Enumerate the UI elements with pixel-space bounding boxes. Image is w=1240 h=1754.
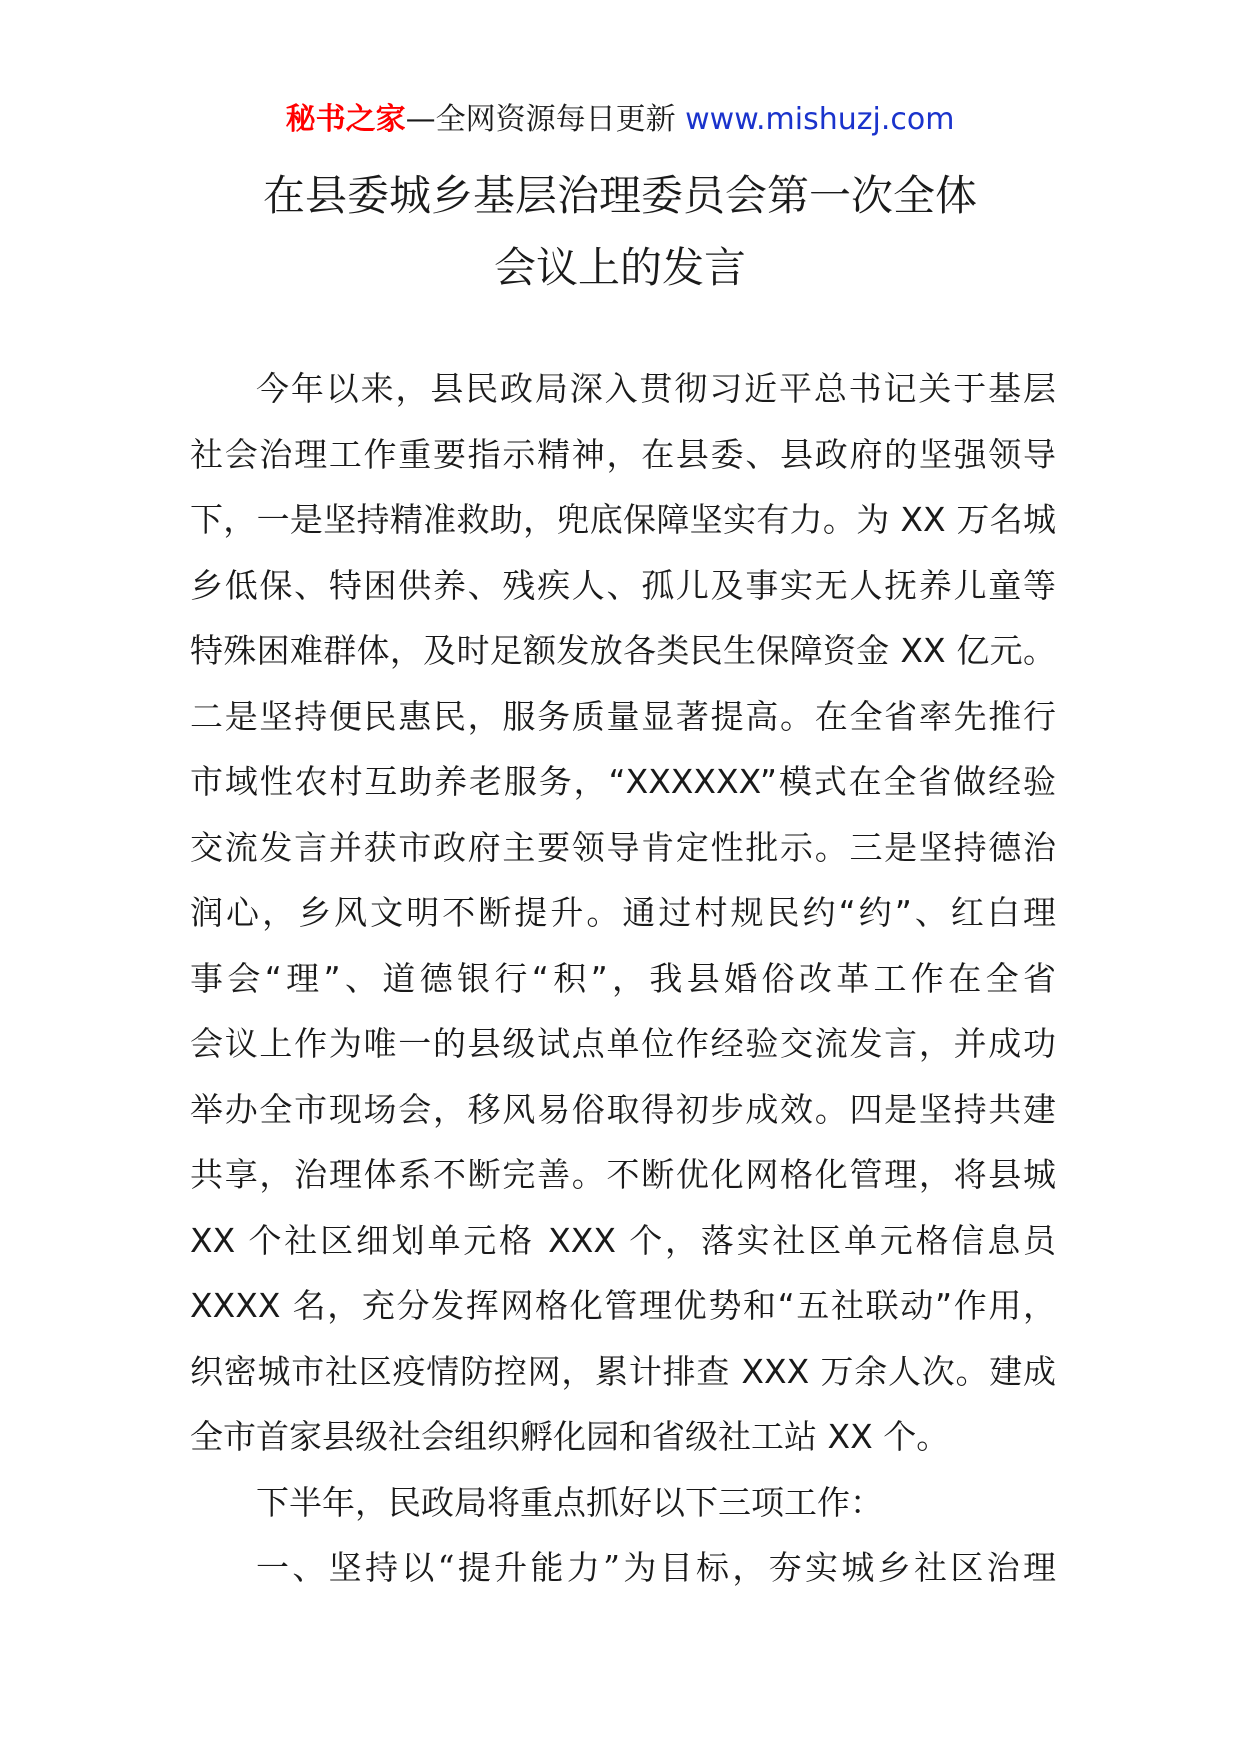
site-tagline: —全网资源每日更新 [405, 102, 686, 137]
body-line: 社会治理工作重要指示精神，在县委、县政府的坚强领导 [190, 434, 1056, 474]
body-line: 今年以来，县民政局深入贯彻习近平总书记关于基层 [256, 369, 1056, 408]
body-line: 事会“理”、道德银行“积”，我县婚俗改革工作在全省 [190, 958, 1056, 998]
site-url[interactable]: www.mishuzj.com [685, 102, 955, 137]
body-line: 织密城市社区疫情防控网，累计排查 XXX 万余人次。建成 [190, 1351, 1056, 1391]
body-line: 特殊困难群体，及时足额发放各类民生保障资金 XX 亿元。 [190, 631, 1056, 670]
body-line: 下半年，民政局将重点抓好以下三项工作： [256, 1482, 883, 1522]
body-line: 举办全市现场会，移风易俗取得初步成效。四是坚持共建 [190, 1089, 1056, 1129]
site-header [0, 100, 1240, 140]
body-line: 全市首家县级社会组织孵化园和省级社工站 XX 个。 [190, 1417, 950, 1456]
title-line-1: 在县委城乡基层治理委员会第一次全体 [262, 171, 977, 220]
body-line: 乡低保、特困供养、残疾人、孤儿及事实无人抚养儿童等 [190, 565, 1056, 605]
body-line: 共享，治理体系不断完善。不断优化网格化管理，将县城 [190, 1155, 1056, 1194]
body-line: 二是坚持便民惠民，服务质量显著提高。在全省率先推行 [190, 696, 1056, 736]
body-line: 下，一是坚持精准救助，兜底保障坚实有力。为 XX 万名城 [190, 500, 1056, 539]
section-heading: 一、坚持以“提升能力”为目标，夯实城乡社区治理 [256, 1548, 1056, 1587]
body-line: 会议上作为唯一的县级试点单位作经验交流发言，并成功 [190, 1024, 1056, 1063]
body-line: 市域性农村互助养老服务，“XXXXXX”模式在全省做经验 [190, 762, 1056, 801]
body-line: 润心，乡风文明不断提升。通过村规民约“约”、红白理 [190, 893, 1056, 932]
site-brand: 秘书之家 [285, 102, 406, 137]
body-line: 交流发言并获市政府主要领导肯定性批示。三是坚持德治 [190, 827, 1056, 867]
document-body [190, 356, 1056, 1601]
title-line-2: 会议上的发言 [493, 243, 746, 292]
body-line: XXXX 名，充分发挥网格化管理优势和“五社联动”作用， [190, 1286, 1056, 1325]
document-title [0, 160, 1240, 304]
body-line: XX 个社区细划单元格 XXX 个，落实社区单元格信息员 [190, 1220, 1056, 1260]
